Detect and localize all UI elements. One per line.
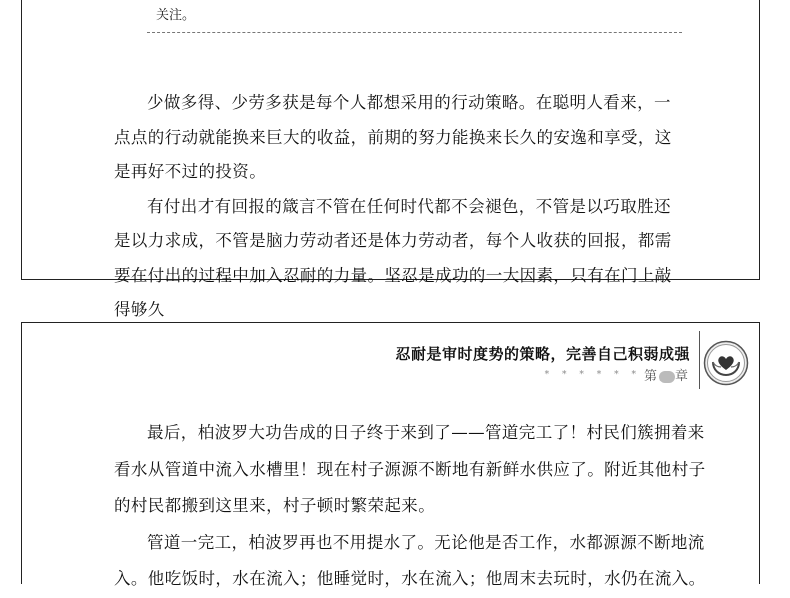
top-page-body — [114, 86, 686, 328]
chapter-title: 忍耐是审时度势的策略，完善自己积弱成强 — [395, 345, 690, 363]
dotted-divider — [147, 32, 682, 33]
chapter-label-start: 第 — [643, 369, 659, 384]
chapter-label-end: 章 — [674, 369, 690, 384]
page-fragment-text: 关注。 — [156, 8, 196, 23]
paragraph: 少做多得、少劳多获是每个人都想采用的行动策略。在聪明人看来，一点点的行动就能换来巨大的收益，前期的努力能换来长久的安逸和享受，这是再好不过的投资。 — [114, 93, 672, 181]
chapter-label-mid: 一 — [659, 371, 675, 383]
paragraph: 有付出才有回报的箴言不管在任何时代都不会褪色，不管是以巧取胜还是以力求成，不管是脑力劳动者还是体力劳动者，每个人收获的回报，都需要在付出的过程中加入忍耐的力量。坚忍是成功的一大因素，只有在门上敲得够久 — [114, 196, 672, 319]
top-page — [21, 0, 760, 319]
header-divider — [699, 331, 700, 389]
bottom-page — [21, 322, 760, 588]
heart-in-hands-icon — [703, 340, 749, 386]
paragraph: 最后，柏波罗大功告成的日子终于来到了——管道完工了！村民们簇拥着来看水从管道中流入水槽里！现在村子源源不断地有新鲜水供应了。附近其他村子的村民都搬到这里来，村子顿时繁荣起来。 — [114, 423, 706, 515]
paragraph: 管道一完工，柏波罗再也不用提水了。无论他是否工作，水都源源不断地流入。他吃饭时，水在流入；他睡觉时，水在流入；他周末去玩时，水仍在流入。 — [114, 532, 706, 588]
chapter-subtitle — [544, 365, 690, 390]
chapter-stars: * * * * * * — [544, 369, 641, 380]
bottom-page-body — [114, 415, 710, 598]
chapter-label — [643, 365, 690, 390]
